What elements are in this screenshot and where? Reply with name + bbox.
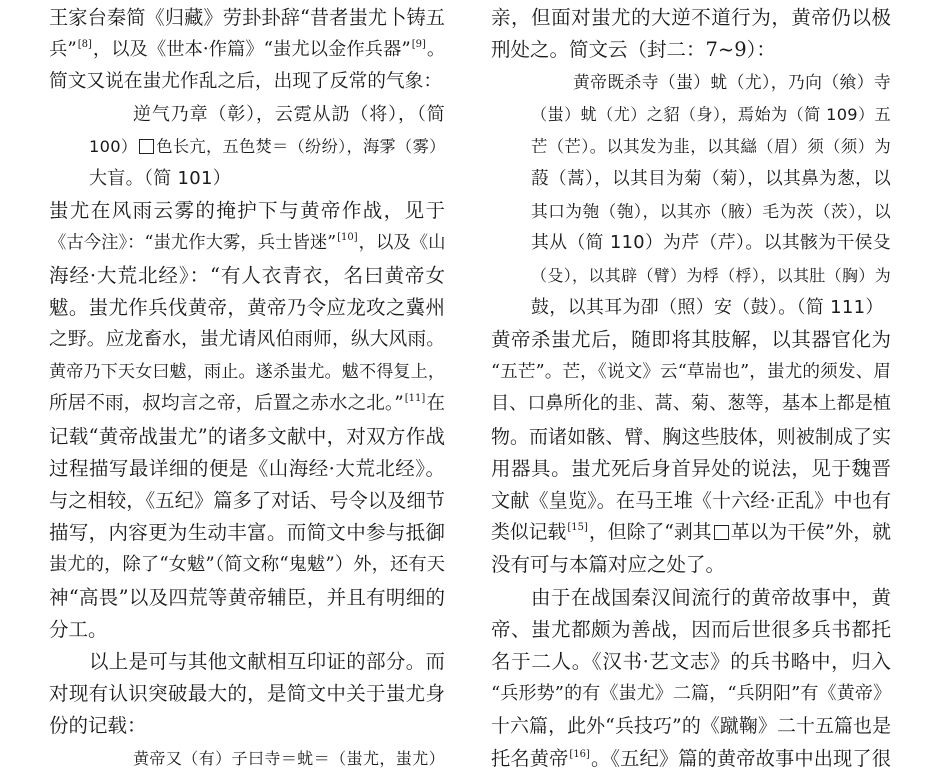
text-run: 份的记载：	[49, 714, 147, 738]
text-line	[49, 227, 445, 259]
text-run: 逆气乃章（彰），云霓从䚮（将），（简	[133, 103, 445, 125]
text-line	[491, 485, 891, 517]
missing-character-box	[714, 525, 729, 540]
text-line	[89, 131, 445, 163]
text-run: 记载“黄帝战蚩尤”的诸多文献中，对双方作战	[49, 424, 445, 448]
text-run: “五芒”。芒，《说文》云“草耑也”，蚩尤的须发、眉	[491, 362, 891, 383]
text-run: 物。而诸如骸、臂、胸这些肢体，则被制成了实	[491, 425, 891, 448]
text-run: 其从（简 110）为芹（芹）。以其骸为干侯殳	[531, 232, 891, 254]
text-line	[89, 163, 445, 195]
text-run: 帝、蚩尤都颇为善战，因而后世很多兵书都托	[491, 617, 891, 641]
text-line	[49, 485, 445, 517]
text-line	[491, 388, 891, 420]
missing-character-box	[139, 139, 154, 154]
text-line	[491, 710, 891, 742]
footnote-ref: [9]	[411, 39, 426, 51]
text-line	[49, 710, 445, 742]
text-run: 文献《皇览》。在马王堆《十六经·正乱》中也有	[491, 489, 891, 512]
text-run: 之野。应龙畜水，蚩尤请风伯雨师，纵大风雨。	[49, 329, 445, 350]
text-run: 黄帝杀蚩尤后，随即将其肢解，以其器官化为	[491, 328, 891, 351]
text-line	[133, 99, 445, 131]
text-line	[491, 678, 891, 710]
text-run: ，以及《世本·作篇》“蚩尤以金作兵器”	[92, 39, 411, 61]
text-line	[49, 421, 445, 453]
text-run: （殳），以其辟（臂）为桴（桴），以其肚（胸）为	[531, 265, 891, 285]
text-run: ，以及《山	[358, 233, 446, 254]
footnote-ref: [10]	[337, 232, 358, 244]
text-run: 。《五纪》篇的黄帝故事中出现了很	[590, 746, 892, 770]
footnote-ref: [11]	[404, 393, 426, 405]
text-run: “兵形势”的有《蚩尤》二篇，“兵阴阳”有《黄帝》	[491, 683, 891, 705]
text-run: 黄帝又（有）子曰寺＝蚘＝（蚩尤，蚩尤）	[133, 748, 445, 768]
text-line	[491, 2, 891, 34]
text-line	[49, 260, 445, 292]
text-line	[573, 66, 891, 98]
text-run: 所居不雨，叔均言之帝，后置之赤水之北。”	[49, 393, 404, 415]
text-run: 对现有认识突破最大的，是简文中关于蚩尤身	[49, 682, 445, 706]
text-run: 黄帝乃下天女曰魃，雨止。遂杀蚩尤。魃不得复上，	[49, 362, 445, 383]
text-run: ，但除了“剥其	[588, 522, 712, 544]
text-run: 与之相较，《五纪》篇多了对话、号令以及细节	[49, 489, 445, 512]
text-line	[531, 260, 891, 292]
text-line	[89, 646, 445, 678]
text-run: 大盲。（简 101）	[89, 168, 232, 189]
text-run: 目、口鼻所化的韭、蒿、菊、葱等，基本上都是植	[491, 393, 891, 415]
text-run: 描写，内容更为生动丰富。而简文中参与抵御	[49, 521, 445, 545]
text-run: 在	[426, 393, 445, 415]
text-line	[531, 292, 891, 324]
text-run: 海经·大荒北经》：“有人衣青衣，名曰黄帝女	[49, 263, 445, 287]
text-run: 芒（芒）。以其发为韭，以其䜌（眉）须（须）为	[531, 136, 891, 156]
text-line	[491, 421, 891, 453]
text-run: 托名黄帝	[491, 746, 569, 770]
text-line	[49, 582, 445, 614]
text-run: 蔎（蒿），以其目为菊（菊），以其鼻为葱，以	[531, 169, 891, 189]
text-run: 蚩尤的，除了“女魃”（简文称“鬼魃”）外，还有天	[49, 554, 445, 576]
text-run: 其口为匏（匏），以其亦（腋）毛为茨（茨），以	[531, 201, 891, 222]
text-run: （蚩）蚘（尤）之貂（身），焉始为（简 109）五	[531, 104, 891, 124]
text-line	[49, 549, 445, 581]
text-run: 100）	[89, 136, 138, 156]
text-line	[531, 582, 891, 614]
footnote-ref: [16]	[569, 748, 590, 760]
footnote-ref: [8]	[77, 39, 92, 51]
text-line	[491, 34, 891, 66]
text-line	[49, 2, 445, 34]
text-run: 魃。蚩尤作兵伐黄帝，黄帝乃令应龙攻之冀州	[49, 295, 445, 319]
text-run: 黄帝既杀寺（蚩）蚘（尤），乃向（飨）寺	[573, 72, 891, 93]
text-run: 过程描写最详细的便是《山海经·大荒北经》。	[49, 456, 445, 480]
text-line	[49, 324, 445, 356]
text-line	[491, 356, 891, 388]
text-line	[531, 131, 891, 163]
text-run: 没有可与本篇对应之处了。	[491, 553, 726, 577]
text-run: 名于二人。《汉书·艺文志》的兵书略中，归入	[491, 650, 891, 673]
text-line	[49, 388, 445, 420]
text-run: 用器具。蚩尤死后身首异处的说法，见于魏晋	[491, 456, 891, 480]
text-run: 由于在战国秦汉间流行的黄帝故事中，黄	[531, 585, 891, 609]
text-line	[491, 614, 891, 646]
text-line	[491, 517, 891, 549]
text-run: 。	[426, 39, 446, 61]
text-run: 鼓，以其耳为卲（照）安（鼓）。（简 111）	[531, 296, 884, 318]
text-run: 神“高畏”以及四荒等黄帝辅臣，并且有明细的	[49, 585, 445, 609]
text-run: 以上是可与其他文献相互印证的部分。而	[89, 650, 445, 673]
text-run: 兵”	[49, 39, 77, 61]
text-run: 刑处之。简文云（封二：7~9）：	[491, 38, 776, 62]
text-run: 亲，但面对蚩尤的大逆不道行为，黄帝仍以极	[491, 6, 891, 29]
text-line	[49, 614, 445, 646]
text-line	[491, 453, 891, 485]
text-line	[531, 227, 891, 259]
text-line	[49, 66, 445, 98]
text-line	[491, 549, 891, 581]
text-line	[491, 646, 891, 678]
text-line	[531, 99, 891, 131]
text-line	[491, 324, 891, 356]
text-line	[531, 195, 891, 227]
text-line	[133, 743, 445, 775]
text-line	[49, 292, 445, 324]
text-run: 十六篇，此外“兵技巧”的《蹴鞠》二十五篇也是	[491, 715, 891, 738]
text-line	[49, 195, 445, 227]
text-run: 简文又说在蚩尤作乱之后，出现了反常的气象：	[49, 71, 443, 93]
text-run: 蚩尤在风雨云雾的掩护下与黄帝作战，见于	[49, 199, 445, 223]
text-run: 王家台秦简《归藏》劳卦卦辞“昔者蚩尤卜铸五	[49, 6, 445, 29]
text-line	[531, 163, 891, 195]
text-line	[49, 453, 445, 485]
footnote-ref: [15]	[567, 522, 588, 534]
text-line	[49, 678, 445, 710]
text-run: 革以为干侯”外，就	[730, 522, 892, 544]
text-run: 类似记载	[491, 522, 567, 544]
text-run: 分工。	[49, 617, 108, 641]
text-line	[491, 743, 891, 775]
text-run: 《古今注》：“蚩尤作大雾，兵士皆迷”	[49, 233, 337, 254]
text-line	[49, 517, 445, 549]
text-line	[49, 356, 445, 388]
text-line	[49, 34, 445, 66]
text-run: 色长亢，五色焚＝（纷纷），海雺（雾）	[156, 136, 446, 156]
